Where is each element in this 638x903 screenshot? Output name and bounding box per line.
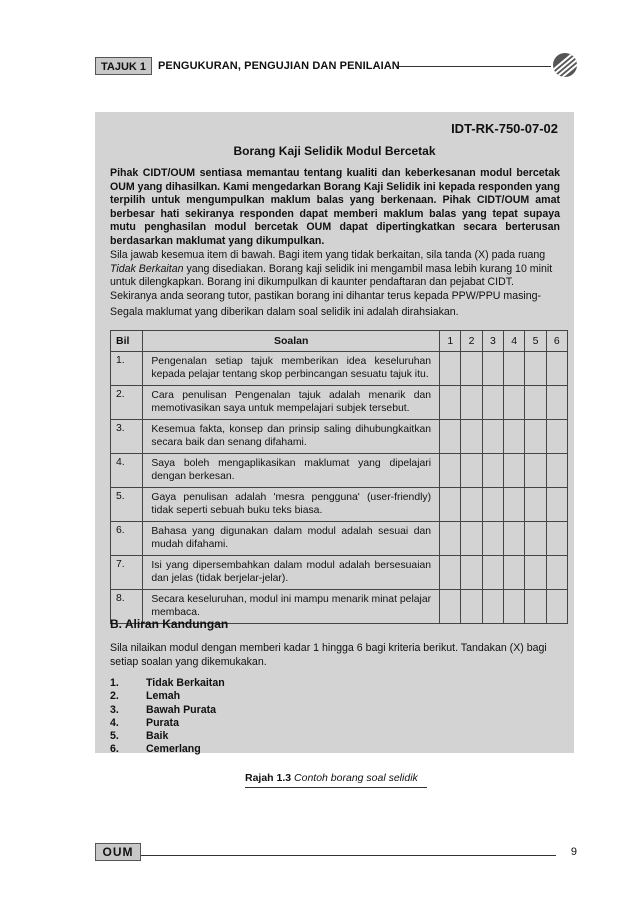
rating-cell-1[interactable] xyxy=(440,352,461,386)
rating-cell-5[interactable] xyxy=(525,386,546,420)
question-text: Pengenalan setiap tajuk memberikan idea keseluruhan kepada pelajar tentang skop perbincangan sesuatu tajuk itu. xyxy=(143,352,440,386)
scale-number: 3. xyxy=(110,703,119,716)
table-row xyxy=(111,522,568,556)
rating-cell-3[interactable] xyxy=(482,556,503,590)
scale-number: 5. xyxy=(110,730,119,743)
table-row xyxy=(111,488,568,522)
rating-cell-4[interactable] xyxy=(504,386,525,420)
rating-cell-4[interactable] xyxy=(504,590,525,624)
rating-cell-3[interactable] xyxy=(482,454,503,488)
scale-number: 4. xyxy=(110,716,119,729)
col-scale-4: 4 xyxy=(504,331,525,352)
col-scale-3: 3 xyxy=(482,331,503,352)
rating-cell-3[interactable] xyxy=(482,352,503,386)
rating-cell-5[interactable] xyxy=(525,556,546,590)
rating-cell-2[interactable] xyxy=(461,590,482,624)
rating-cell-2[interactable] xyxy=(461,522,482,556)
rating-cell-6[interactable] xyxy=(546,386,567,420)
question-text: Bahasa yang digunakan dalam modul adalah sesuai dan mudah difahami. xyxy=(143,522,440,556)
caption-text: Contoh borang soal selidik xyxy=(291,772,418,784)
chapter-tab: TAJUK 1 xyxy=(95,57,152,75)
scale-item xyxy=(110,717,225,730)
rating-cell-6[interactable] xyxy=(546,590,567,624)
col-soalan: Soalan xyxy=(143,331,440,352)
table-row xyxy=(111,386,568,420)
form-intro: Pihak CIDT/OUM sentiasa memantau tentang kualiti dan keberkesanan modul bercetak OUM yang dihasilkan. Kami mengedarkan Borang Kaji Selidik ini kepada responden yang terpilih untuk mengumpulkan maklum balas yang berkenaan. Pihak CIDT/OUM amat berbesar hati sekiranya responden dapat memberi maklum balas yang tepat supaya mutu penghasilan modul bercetak OUM dapat dipertingkatkan secara berterusan berdasarkan maklumat yang dikumpulkan. xyxy=(110,167,560,247)
rating-cell-6[interactable] xyxy=(546,420,567,454)
rating-cell-4[interactable] xyxy=(504,352,525,386)
scale-label: Baik xyxy=(146,730,169,743)
question-table xyxy=(110,330,568,624)
scale-number: 1. xyxy=(110,677,119,689)
question-text: Cara penulisan Pengenalan tajuk adalah menarik dan memotivasikan saya untuk mempelajari subjek tersebut. xyxy=(143,386,440,420)
rating-cell-6[interactable] xyxy=(546,454,567,488)
rating-cell-1[interactable] xyxy=(440,386,461,420)
rating-cell-4[interactable] xyxy=(504,454,525,488)
question-text: Saya boleh mengaplikasikan maklumat yang dipelajari dengan berkesan. xyxy=(143,454,440,488)
rating-cell-6[interactable] xyxy=(546,522,567,556)
rating-cell-2[interactable] xyxy=(461,488,482,522)
question-text: Kesemua fakta, konsep dan prinsip saling dihubungkaitkan secara baik dan senang difahami. xyxy=(143,420,440,454)
rating-cell-4[interactable] xyxy=(504,556,525,590)
rating-cell-1[interactable] xyxy=(440,590,461,624)
row-number: 2. xyxy=(111,386,143,420)
scale-item xyxy=(110,677,225,690)
rating-cell-2[interactable] xyxy=(461,386,482,420)
question-rows xyxy=(111,352,568,624)
scale-item xyxy=(110,730,225,743)
instructions-italic: Tidak Berkaitan xyxy=(110,262,184,275)
rating-cell-5[interactable] xyxy=(525,522,546,556)
rating-cell-5[interactable] xyxy=(525,454,546,488)
scale-number: 6. xyxy=(110,743,119,756)
col-bil: Bil xyxy=(111,331,143,352)
row-number: 1. xyxy=(111,352,143,386)
oum-logo-icon xyxy=(553,53,577,77)
rating-cell-1[interactable] xyxy=(440,522,461,556)
running-header xyxy=(95,57,577,75)
rating-cell-1[interactable] xyxy=(440,454,461,488)
form-code: IDT-RK-750-07-02 xyxy=(451,121,558,136)
footer-rule xyxy=(141,855,556,856)
footer-brand: OUM xyxy=(95,843,141,861)
form-instructions xyxy=(110,249,562,303)
instructions-part-a: Sila jawab kesemua item di bawah. Bagi item yang tidak berkaitan, sila tanda (X) pada ruang xyxy=(110,249,546,261)
question-text: Gaya penulisan adalah 'mesra pengguna' (user-friendly) tidak seperti sebuah buku teks biasa. xyxy=(143,488,440,522)
rating-cell-6[interactable] xyxy=(546,352,567,386)
row-number: 3. xyxy=(111,420,143,454)
row-number: 7. xyxy=(111,556,143,590)
rating-cell-2[interactable] xyxy=(461,454,482,488)
scale-label: Lemah xyxy=(146,690,181,703)
instructions-part-b: yang disediakan. Borang kaji selidik ini mengambil masa lebih kurang 10 minit untuk dilengkapkan. Borang ini dikumpulkan di kaunter pendaftaran dan pejabat CIDT. Sekiranya anda seorang tutor, pastikan borang ini dihantar terus kepada PPW/PPU masing- xyxy=(110,262,553,302)
rating-cell-1[interactable] xyxy=(440,556,461,590)
scale-label: Bawah Purata xyxy=(146,703,217,716)
header-rule xyxy=(397,66,551,67)
row-number: 8. xyxy=(111,590,143,624)
chapter-title: PENGUKURAN, PENGUJIAN DAN PENILAIAN xyxy=(158,60,400,72)
scale-item xyxy=(110,704,225,717)
col-scale-5: 5 xyxy=(525,331,546,352)
rating-cell-3[interactable] xyxy=(482,488,503,522)
page-footer xyxy=(95,843,577,861)
scale-label: Purata xyxy=(146,716,179,729)
table-row xyxy=(111,420,568,454)
col-scale-1: 1 xyxy=(440,331,461,352)
confidential-note: Segala maklumat yang diberikan dalam soal selidik ini adalah dirahsiakan. xyxy=(110,306,459,318)
section-b-instructions: Sila nilaikan modul dengan memberi kadar 1 hingga 6 bagi kriteria berikut. Tandakan (X) bagi setiap soalan yang dikemukakan. xyxy=(110,642,547,668)
table-row xyxy=(111,556,568,590)
rating-cell-5[interactable] xyxy=(525,352,546,386)
scale-number: 2. xyxy=(110,690,119,703)
rating-cell-5[interactable] xyxy=(525,590,546,624)
rating-cell-1[interactable] xyxy=(440,488,461,522)
caption-label: Rajah 1.3 xyxy=(245,772,292,784)
form-title: Borang Kaji Selidik Modul Bercetak xyxy=(233,144,436,158)
row-number: 4. xyxy=(111,454,143,488)
rating-scale-list xyxy=(110,677,225,757)
survey-form-figure xyxy=(95,112,574,756)
scale-item xyxy=(110,690,225,703)
rating-cell-4[interactable] xyxy=(504,488,525,522)
page-number: 9 xyxy=(570,846,577,858)
rating-cell-4[interactable] xyxy=(504,522,525,556)
rating-cell-5[interactable] xyxy=(525,420,546,454)
table-row xyxy=(111,454,568,488)
table-row xyxy=(111,352,568,386)
col-scale-6: 6 xyxy=(546,331,567,352)
rating-cell-2[interactable] xyxy=(461,352,482,386)
col-scale-2: 2 xyxy=(461,331,482,352)
section-b-title: B. Aliran Kandungan xyxy=(110,617,229,631)
rating-cell-3[interactable] xyxy=(482,386,503,420)
rating-cell-4[interactable] xyxy=(504,420,525,454)
rating-cell-3[interactable] xyxy=(482,590,503,624)
question-text: Isi yang dipersembahkan dalam modul adalah bersesuaian dan jelas (tidak berjelar-jelar). xyxy=(143,556,440,590)
scale-item xyxy=(110,743,225,756)
scale-label: Cemerlang xyxy=(146,743,201,756)
rating-cell-6[interactable] xyxy=(546,556,567,590)
question-text: Secara keseluruhan, modul ini mampu menarik minat pelajar membaca. xyxy=(143,590,440,624)
rating-cell-1[interactable] xyxy=(440,420,461,454)
rating-cell-6[interactable] xyxy=(546,488,567,522)
rating-cell-5[interactable] xyxy=(525,488,546,522)
figure-caption xyxy=(245,772,427,788)
rating-cell-2[interactable] xyxy=(461,420,482,454)
row-number: 5. xyxy=(111,488,143,522)
rating-cell-2[interactable] xyxy=(461,556,482,590)
table-header-row xyxy=(111,331,568,352)
scale-label: Tidak Berkaitan xyxy=(146,677,225,689)
rating-cell-3[interactable] xyxy=(482,522,503,556)
rating-cell-3[interactable] xyxy=(482,420,503,454)
row-number: 6. xyxy=(111,522,143,556)
